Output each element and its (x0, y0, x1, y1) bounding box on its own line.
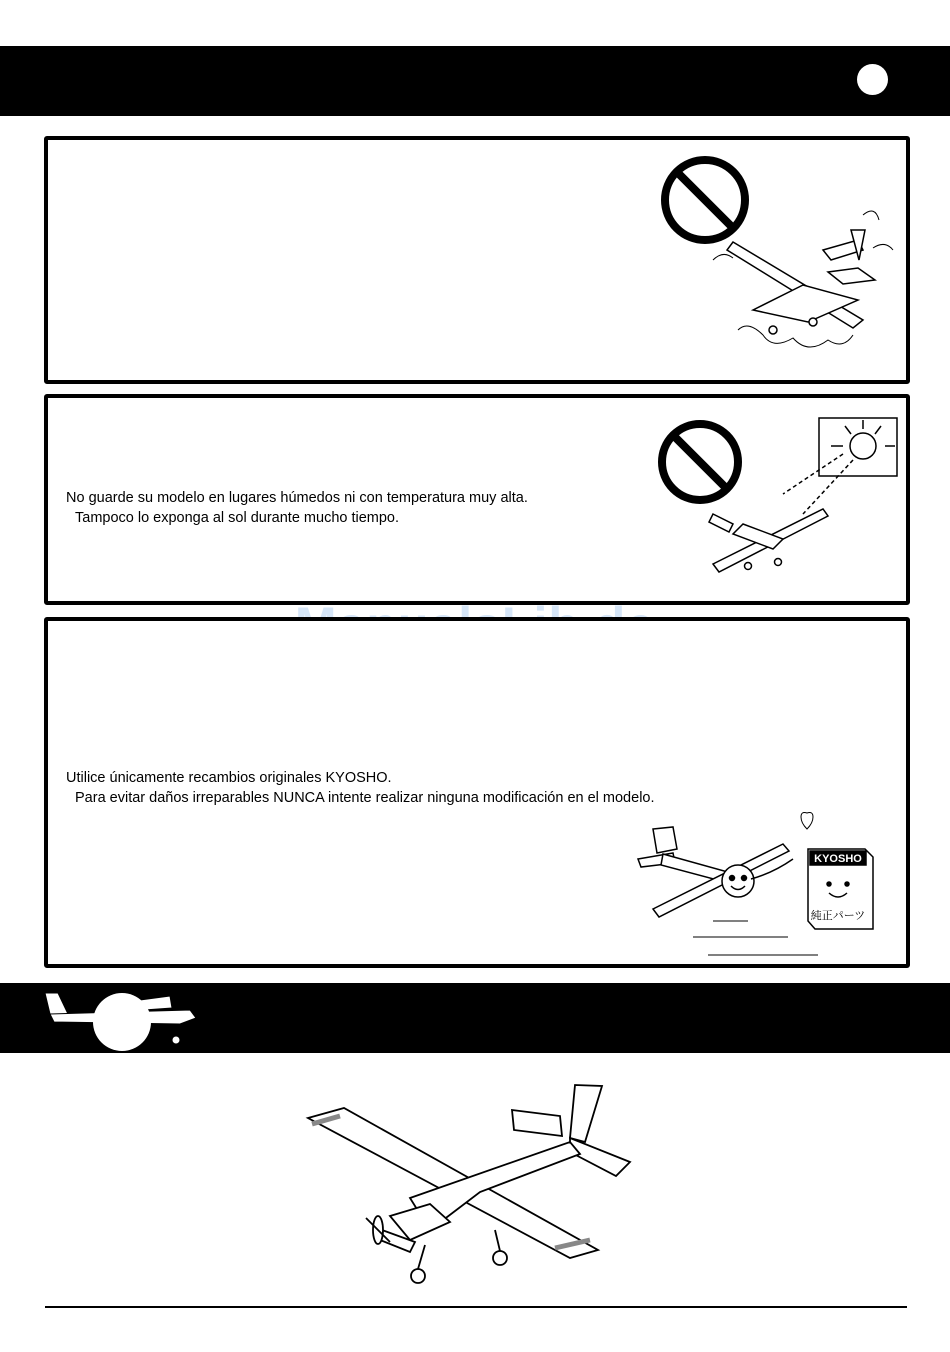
warning-box-water (44, 136, 910, 384)
prohibition-icon (662, 424, 738, 500)
sun-icon (783, 418, 897, 514)
storage-warning-line-2: Tampoco lo exponga al sol durante mucho tiempo. (75, 510, 400, 526)
warning-box-parts (44, 617, 910, 968)
storage-warning-text (66, 488, 528, 528)
prohibition-icon (665, 160, 745, 240)
plane-in-water-illustration (653, 150, 903, 370)
parts-warning-text (66, 768, 655, 808)
parts-box-label: 純正パーツ (810, 909, 866, 922)
airplane-icon (727, 230, 875, 334)
parts-warning-line-2: Para evitar daños irreparables NUNCA intente realizar ninguna modificación en el modelo. (75, 790, 655, 806)
warning-box-storage (44, 394, 910, 605)
header-band (0, 46, 950, 116)
storage-warning-line-1: No guarde su modelo en lugares húmedos ni con temperatura muy alta. (66, 490, 528, 506)
happy-plane-parts-illustration (633, 809, 898, 959)
parts-box-brand: KYOSHO (814, 853, 862, 865)
page-number-circle (857, 64, 888, 95)
airplane-illustration (300, 1080, 640, 1290)
airplane-icon (709, 509, 828, 572)
underline-marks (693, 921, 818, 955)
airplane-icon (638, 827, 793, 917)
section-number-circle (93, 993, 151, 1051)
plane-in-sun-illustration (653, 414, 903, 594)
parts-box-icon (808, 849, 873, 929)
parts-warning-line-1: Utilice únicamente recambios originales KYOSHO. (66, 770, 392, 786)
footer-rule (45, 1306, 907, 1308)
heart-icon (801, 813, 813, 830)
wheel-icon (411, 1230, 507, 1283)
